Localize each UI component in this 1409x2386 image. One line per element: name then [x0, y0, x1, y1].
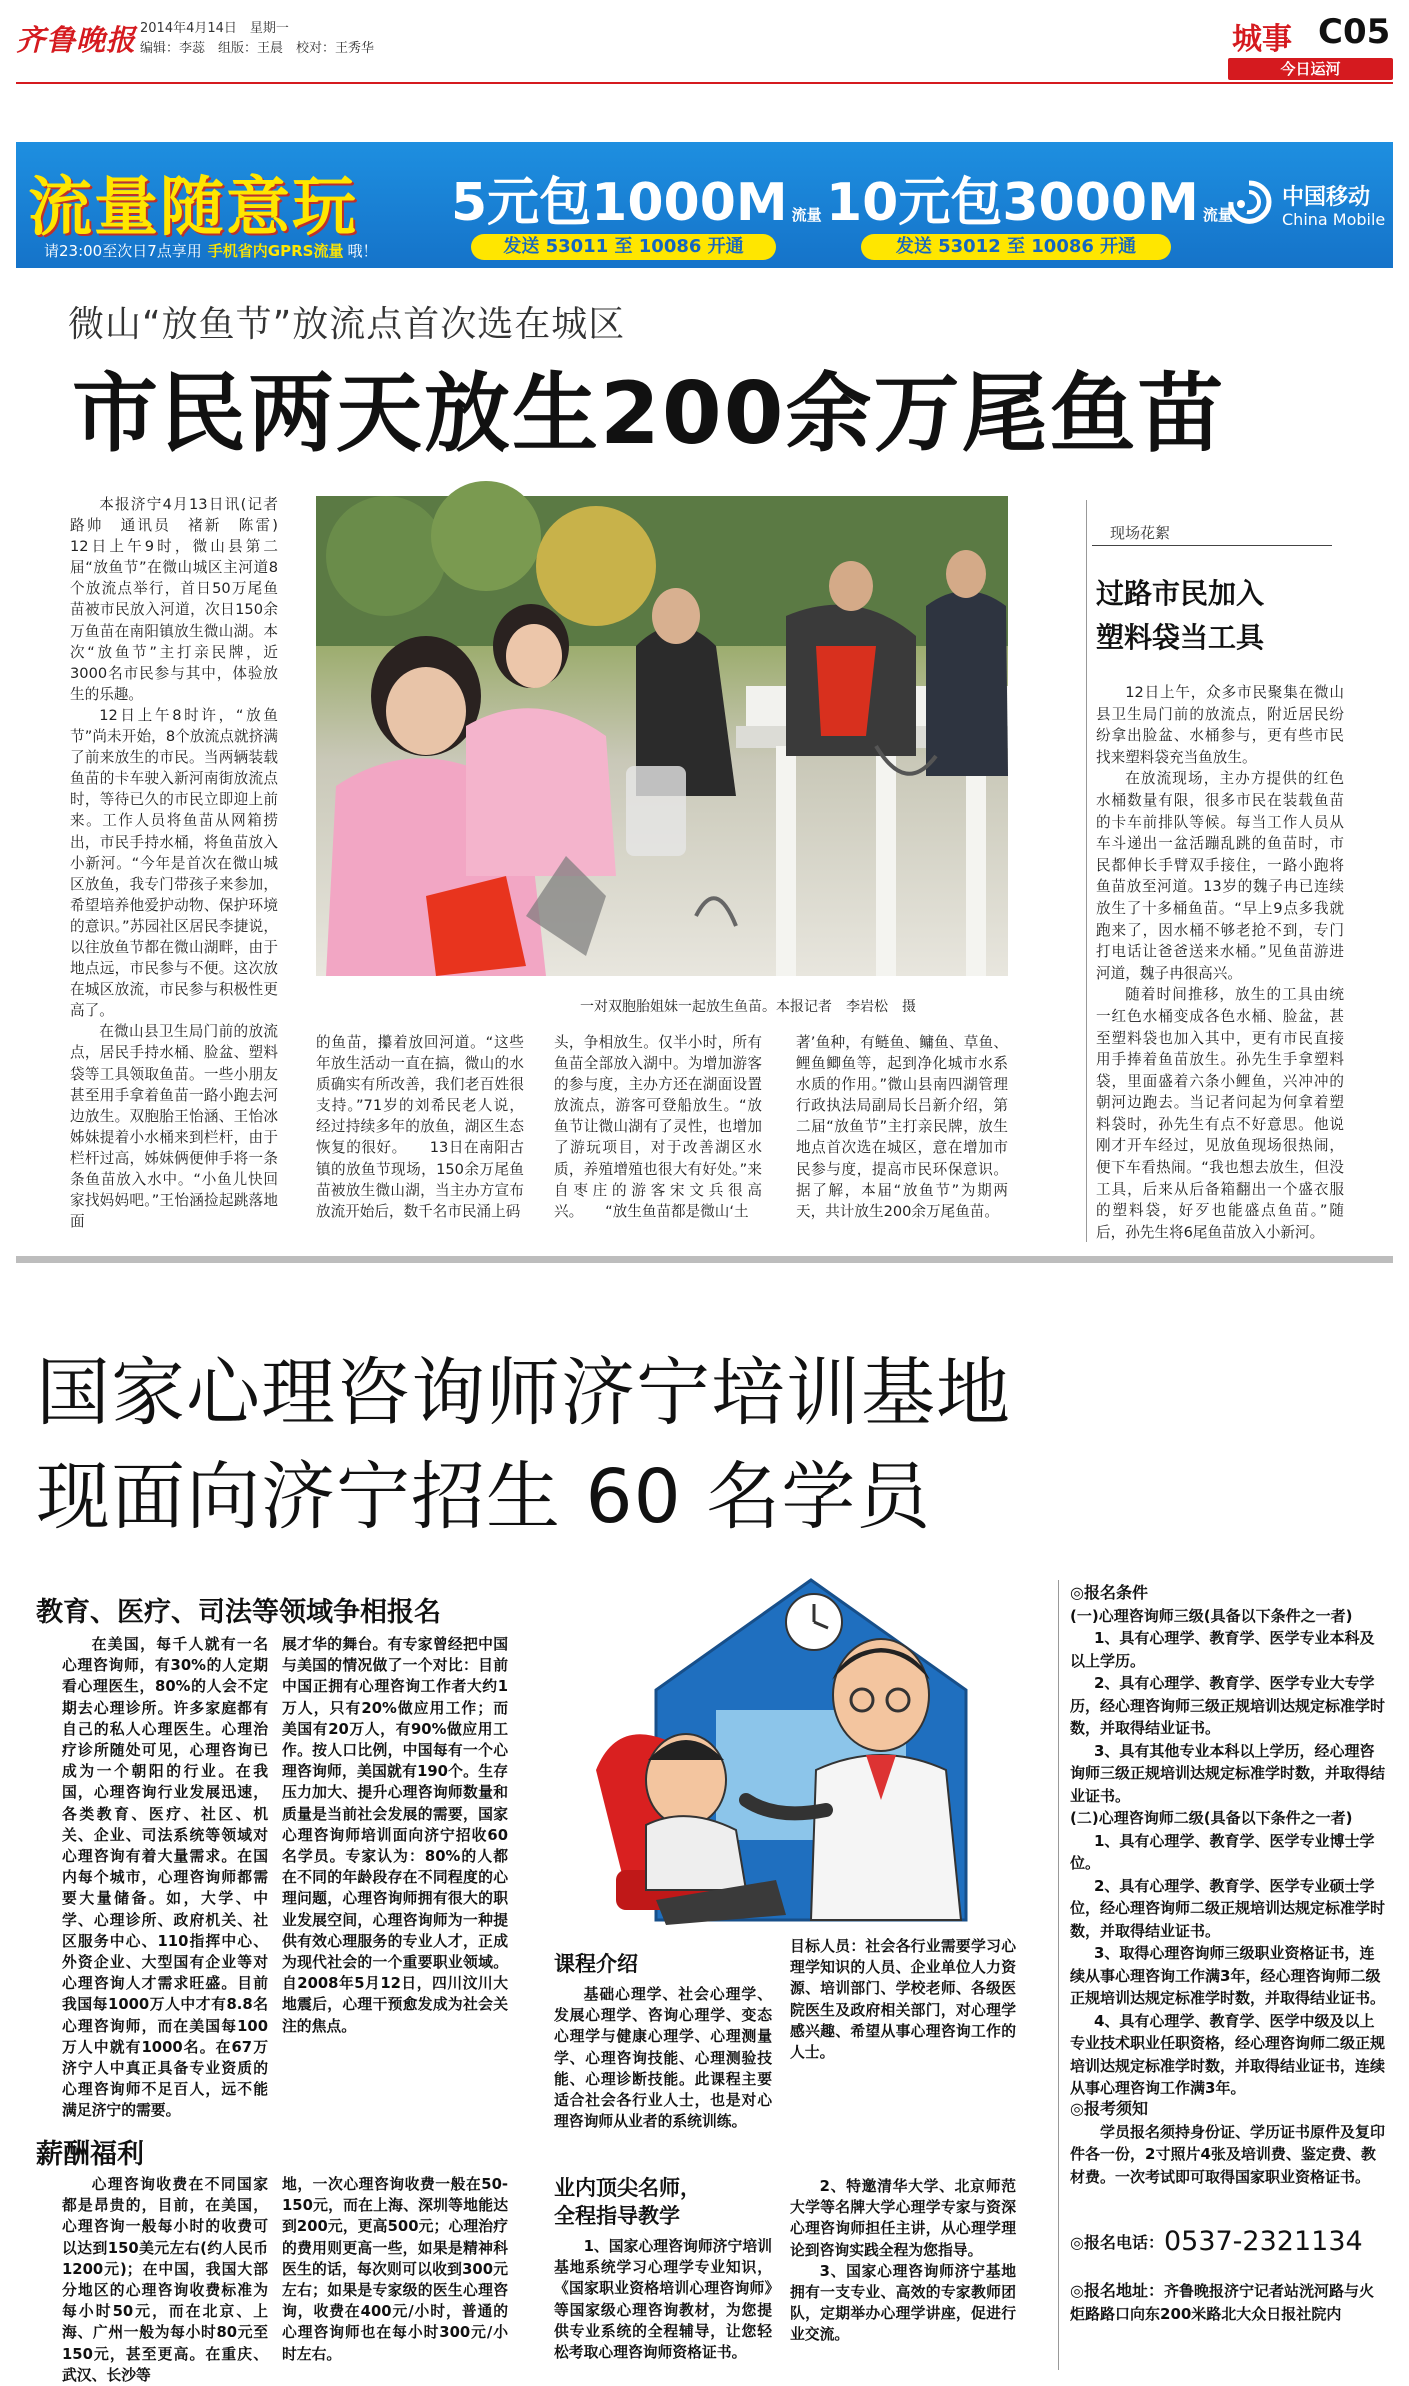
- story2-headline-2: 现面向济宁招生 60 名学员: [36, 1454, 932, 1540]
- story2-headline-1: 国家心理咨询师济宁培训基地: [36, 1350, 1011, 1436]
- sidebar-title-2: 塑料袋当工具: [1096, 621, 1265, 654]
- requirements-sub-2: (二)心理咨询师二级(具备以下条件之一者): [1070, 1809, 1353, 1827]
- ad-offer-2: 10元包3000M: [826, 173, 1199, 233]
- notice-title: ◎报考须知: [1070, 2099, 1148, 2118]
- story1-headline: 市民两天放生200余万尾鱼苗: [72, 364, 1226, 464]
- editor-credits: 编辑：李蕊 组版：王晨 校对：王秀华: [140, 41, 375, 56]
- story1-para: 12日上午8时许，“放鱼节”尚未开始，8个放流点就挤满了前来放生的市民。当两辆装载鱼苗的卡车驶入新河南街放流点时，等待已久的市民立即迎上前来。工作人员将鱼苗从网箱捞出，市民手持水桶，将鱼苗放入小新河。“今年是首次在微山城区放鱼，我专门带孩子来参加，希望培养他爱护动物、保护环境的意识。”苏园社区居民李捷说，以往放鱼节都在微山湖畔，由于地点远，市民参与不便。这次放在城区放流，市民参与积极性更高了。: [70, 706, 278, 1020]
- ad-offer-1-unit: 流量: [791, 206, 822, 224]
- story1-para: 著’鱼种，有鲢鱼、鳙鱼、草鱼、鲤鱼鲫鱼等，起到净化城市水系水质的作用。”微山县南四湖管理行政执法局副局长吕新介绍，第二届“放鱼节”主打亲民牌，放生地点首次选在城区，意在增加市民参与度，提高市民环保意识。据了解，本届“放鱼节”为期两天，共计放生200余万尾鱼苗。: [796, 1034, 1008, 1220]
- course-para: 基础心理学、社会心理学、发展心理学、咨询心理学、变态心理学与健康心理学、心理测量学、心理咨询技能、心理测验技能、心理诊断技能。此课程主要适合社会各行业人士，也是对心理咨询师从业者的系统训练。: [554, 1986, 772, 2131]
- story1-kicker: 微山“放鱼节”放流点首次选在城区: [68, 304, 626, 345]
- story2-sec2-column-1: [62, 2174, 268, 2384]
- story1-photo: [316, 496, 1008, 976]
- ad-sms-1-text: 发送 53011 至 10086 开通: [503, 236, 744, 257]
- story2-para: 心理咨询收费在不同国家都是昂贵的，目前，在美国，心理咨询一般每小时的收费可以达到150美元左右(约人民币1200元)；在中国，我国大部分地区的心理咨询收费标准为每小时50元，而在北京、上海、广州一般为每小时80元至150元，甚至更高。在重庆、武汉、长沙等: [62, 2176, 268, 2384]
- requirement-item: 4、具有心理学、教育学、医学中级及以上专业技术职业任职资格，经心理咨询师二级正规培训达规定标准学时数，并取得结业证书，连续从事心理咨询工作满3年。: [1070, 2011, 1386, 2097]
- masthead: [0, 0, 1409, 84]
- sidebar-title-1: 过路市民加入: [1096, 577, 1265, 610]
- issue-date: 2014年4月14日: [140, 21, 237, 36]
- sidebar-para: 12日上午，众多市民聚集在微山县卫生局门前的放流点，附近居民纷纷拿出脸盆、水桶参与，更有些市民找来塑料袋充当鱼放生。: [1096, 684, 1344, 766]
- story2-section-1-title: 教育、医疗、司法等领域争相报名: [36, 1597, 441, 1628]
- phone-label: ◎报名电话：: [1070, 2233, 1164, 2252]
- story2-sec2-column-2: [282, 2174, 508, 2374]
- requirement-item: 3、具有其他专业本科以上学历，经心理咨询师三级正规培训达规定标准学时数，并取得结业证书。: [1070, 1741, 1386, 1805]
- ad-note-end: 哦！: [347, 242, 378, 260]
- requirements-sub-1: (一)心理咨询师三级(具备以下条件之一者): [1070, 1606, 1353, 1625]
- story1-para: 本报济宁4月13日讯(记者 路帅 通讯员 褚新 陈雷) 12日上午9时，微山县第二届“放鱼节”在微山城区主河道8个放流点举行，首日50万尾鱼苗被市民放入河道，次日150余万鱼苗在南阳镇放生微山湖。本次“放鱼节”主打亲民牌，近3000名市民参与其中，体验放生的乐趣。: [70, 496, 293, 703]
- address-label: ◎报名地址：: [1070, 2281, 1164, 2300]
- team-body-1: [554, 2236, 772, 2376]
- requirement-item: 1、具有心理学、教育学、医学专业博士学位。: [1070, 1831, 1375, 1872]
- sidebar-divider: [1086, 500, 1087, 1242]
- sidebar-tag: [1092, 518, 1332, 546]
- ad-brand-cn: 中国移动: [1282, 185, 1371, 210]
- masthead-rule: [16, 82, 1393, 84]
- team-para: 3、国家心理咨询师济宁基地拥有一支专业、高效的专家教师团队，定期举办心理学讲座，促进行业交流。: [790, 2262, 1016, 2344]
- story1-para: 的鱼苗，攥着放回河道。“这些年放生活动一直在搞，微山的水质确实有所改善，我们老百姓很支持。”71岁的刘希民老人说，经过持续多年的放鱼，湖区生态恢复的很好。 13日在南阳古镇的放鱼节现场，150余万尾鱼苗被放生微山湖，当主办方宣布放流开始后，数千名市民涌上码: [316, 1034, 524, 1220]
- ad-note-time: 请23:00至次日7点享用: [44, 242, 202, 260]
- fish-release-photo-illustration: [316, 496, 1008, 976]
- sidebar-tag-label: 现场花絮: [1110, 524, 1171, 542]
- story1-para: 在微山县卫生局门前的放流点，居民手持水桶、脸盆、塑料袋等工具领取鱼苗。一些小朋友甚至用手拿着鱼苗一路小跑去河边放生。双胞胎王怡涵、王怡冰姊妹提着小水桶来到栏杆，由于栏杆过高，姊妹俩便伸手将一条条鱼苗放入水中。“小鱼儿快回家找妈妈吧。”王怡涵捡起跳落地面: [70, 1023, 278, 1231]
- requirements-box: [1070, 1582, 1388, 2097]
- team-title-2: 全程指导教学: [554, 2204, 680, 2228]
- story1-column-4: [796, 1032, 1008, 1244]
- requirement-item: 2、具有心理学、教育学、医学专业硕士学位，经心理咨询师二级正规培训达规定标准学时数，并取得结业证书。: [1070, 1876, 1386, 1940]
- counseling-cartoon: [596, 1570, 1026, 1936]
- story2-para: 展才华的舞台。有专家曾经把中国与美国的情况做了一个对比：目前中国正拥有心理咨询工作者大约1万人，只有20%做应用工作；而美国有20万人，有90%做应用工作。按人口比例，中国每有一个心理咨询师，美国就有190个。生存压力加大、提升心理咨询师数量和质量是当前社会发展的需要，国家心理咨询师培训面向济宁招收60名学员。专家认为：80%的人都在不同的年龄段存在不同程度的心理问题，心理咨询师拥有很大的职业发展空间，心理咨询师为一种提供有效心理服务的专业人才，正成为现代社会的一个重要职业领域。自2008年5月12日，四川汶川大地震后，心理干预愈发成为社会关注的焦点。: [282, 1636, 508, 2035]
- requirement-item: 1、具有心理学、教育学、医学专业本科及以上学历。: [1070, 1629, 1375, 1670]
- ad-offer-1: 5元包1000M: [451, 173, 788, 233]
- story2-para: 地，一次心理咨询收费一般在50-150元，而在上海、深圳等地能达到200元，更高500元；心理治疗的费用则更高一些，如果是精神科医生的话，每次则可以收到300元左右；如果是专家级的医生心理咨询，收费在400元/小时，普通的心理咨询师也在每小时300元/小时左右。: [282, 2176, 508, 2363]
- team-para: 1、国家心理咨询师济宁培训基地系统学习心理学专业知识，《国家职业资格培训心理咨询师》等国家级心理咨询教材，为您提供专业系统的全程辅导，让您轻松考取心理咨询师资格证书。: [554, 2238, 772, 2362]
- story1-column-1: [70, 494, 293, 1244]
- course-column-2: [790, 1936, 1016, 2168]
- ad-offer-2-unit: 流量: [1202, 206, 1233, 224]
- china-mobile-ad: [16, 142, 1393, 268]
- phone-row: [1070, 2226, 1388, 2266]
- requirements-title: ◎报名条件: [1070, 1583, 1148, 1602]
- story1-column-2: [316, 1032, 524, 1244]
- requirements-divider: [1058, 1580, 1059, 2370]
- story2-para: 在美国，每千人就有一名心理咨询师，有30%的人定期看心理医生，80%的人会不定期去心理诊所。许多家庭都有自己的私人心理医生。心理治疗诊所随处可见，心理咨询已成为一个朝阳的行业。在我国，心理咨询行业发展迅速，各类教育、医疗、社区、机关、企业、司法系统等领域对心理咨询有着大量需求。在国内每个城市，心理咨询师都需要大量储备。如，大学、中学、心理诊所、政府机关、社区服务中心、110指挥中心、外资企业、大型国有企业等对心理咨询人才需求旺盛。目前我国每1000万人中才有8.8名心理咨询师，而在美国每100万人中就有1000名。在67万济宁人中真正具备专业资质的心理咨询师不足百人，远不能满足济宁的需要。: [62, 1636, 268, 2120]
- story1-column-3: [554, 1032, 762, 1244]
- newspaper-logo: 齐鲁晚报: [16, 23, 137, 57]
- section-name: 城事: [1232, 22, 1292, 57]
- course-title: 课程介绍: [554, 1952, 638, 1976]
- china-mobile-logo-icon: [1224, 178, 1274, 228]
- ad-sms-2: [861, 234, 1171, 260]
- story1-para: 头，争相放生。仅半小时，所有鱼苗全部放入湖中。为增加游客的参与度，主办方还在湖面设置放流点，游客可登船放生。“放鱼节让微山湖有了灵性，也增加了游玩项目，对于改善湖区水质，养殖增殖也很大有好处。”来自枣庄的游客宋文兵很高兴。 “放生鱼苗都是微山‘土: [554, 1034, 762, 1220]
- page-number: C05: [1318, 12, 1391, 52]
- story2-sec1-column-2: [282, 1634, 508, 2124]
- story2-section-2-title: 薪酬福利: [36, 2139, 144, 2170]
- story-separator: [16, 1256, 1393, 1263]
- sidebar-para: 在放流现场，主办方提供的红色水桶数量有限，很多市民在装载鱼苗的卡车前排队等候。每当工作人员从车斗递出一盆活蹦乱跳的鱼苗时，市民都伸长手臂双手接住，一路小跑将鱼苗放至河道。13岁的魏子冉已连续放生了十多桶鱼苗。“早上9点多我就跑来了，因水桶不够老抢不到，专门打电话让爸爸送来水桶。”见鱼苗游进河道，魏子冉很高兴。: [1096, 770, 1344, 982]
- sidebar-body: [1096, 682, 1344, 1244]
- requirement-item: 3、取得心理咨询师三级职业资格证书，连续从事心理咨询工作满3年，经心理咨询师二级正规培训达规定标准学时数，并取得结业证书。: [1070, 1944, 1386, 2007]
- course-body: [554, 1984, 772, 2170]
- story1-photo-caption: 一对双胞胎姐妹一起放生鱼苗。本报记者 李岩松 摄: [580, 999, 916, 1015]
- counselor-illustration: [596, 1570, 1026, 1936]
- team-body-2-3: [790, 2176, 1016, 2376]
- notice-body: 学员报名须持身份证、学历证书原件及复印件各一份，2寸照片4张及培训费、鉴定费、教材费。一次考试即可取得国家职业资格证书。: [1070, 2122, 1386, 2186]
- ad-sms-2-text: 发送 53012 至 10086 开通: [895, 236, 1137, 257]
- subsection-name: 今日运河: [1280, 60, 1341, 78]
- address-box: [1070, 2280, 1388, 2376]
- address-text: 齐鲁晚报济宁记者站洸河路与火炬路路口向东200米路北大众日报社院内: [1070, 2282, 1374, 2323]
- ad-sms-1: [471, 234, 776, 260]
- course-para: 目标人员：社会各行业需要学习心理学知识的人员、企业单位人力资源、培训部门、学校老师、各级医院医生及政府相关部门，对心理学感兴趣、希望从事心理咨询工作的人士。: [790, 1938, 1016, 2062]
- ad-note-gprs: 手机省内GPRS流量: [207, 242, 344, 260]
- story2-sec1-column-1: [62, 1634, 268, 2124]
- team-para: 2、特邀清华大学、北京师范大学等名牌大学心理学专家与资深心理咨询师担任主讲，从心理学理论到咨询实践全程为您指导。: [790, 2178, 1016, 2259]
- ad-brand-en: China Mobile: [1282, 210, 1386, 229]
- requirement-item: 2、具有心理学、教育学、医学专业大专学历，经心理咨询师三级正规培训达规定标准学时数，并取得结业证书。: [1070, 1674, 1386, 1737]
- issue-weekday: 星期一: [249, 21, 289, 36]
- phone-number: 0537-2321134: [1163, 2226, 1363, 2257]
- subsection-bar: [1228, 58, 1393, 80]
- ad-slogan: 流量随意玩: [28, 171, 358, 245]
- sidebar-para: 随着时间推移，放生的工具由统一红色水桶变成各色水桶、脸盆，甚至塑料袋也加入其中，更有市民直接用手捧着鱼苗放生。孙先生手拿塑料袋，里面盛着六条小鲤鱼，兴冲冲的朝河边跑去。当记者问起为何拿着塑料袋时，孙先生有点不好意思。他说刚才开车经过，见放鱼现场很热闹，便下车看热闹。“我也想去放生，但没工具，后来从后备箱翻出一个盛衣服的塑料袋，好歹也能盛点鱼苗。”随后，孙先生将6尾鱼苗放入小新河。: [1096, 986, 1344, 1241]
- notice-box: [1070, 2098, 1388, 2218]
- team-title-1: 业内顶尖名师，: [554, 2176, 701, 2200]
